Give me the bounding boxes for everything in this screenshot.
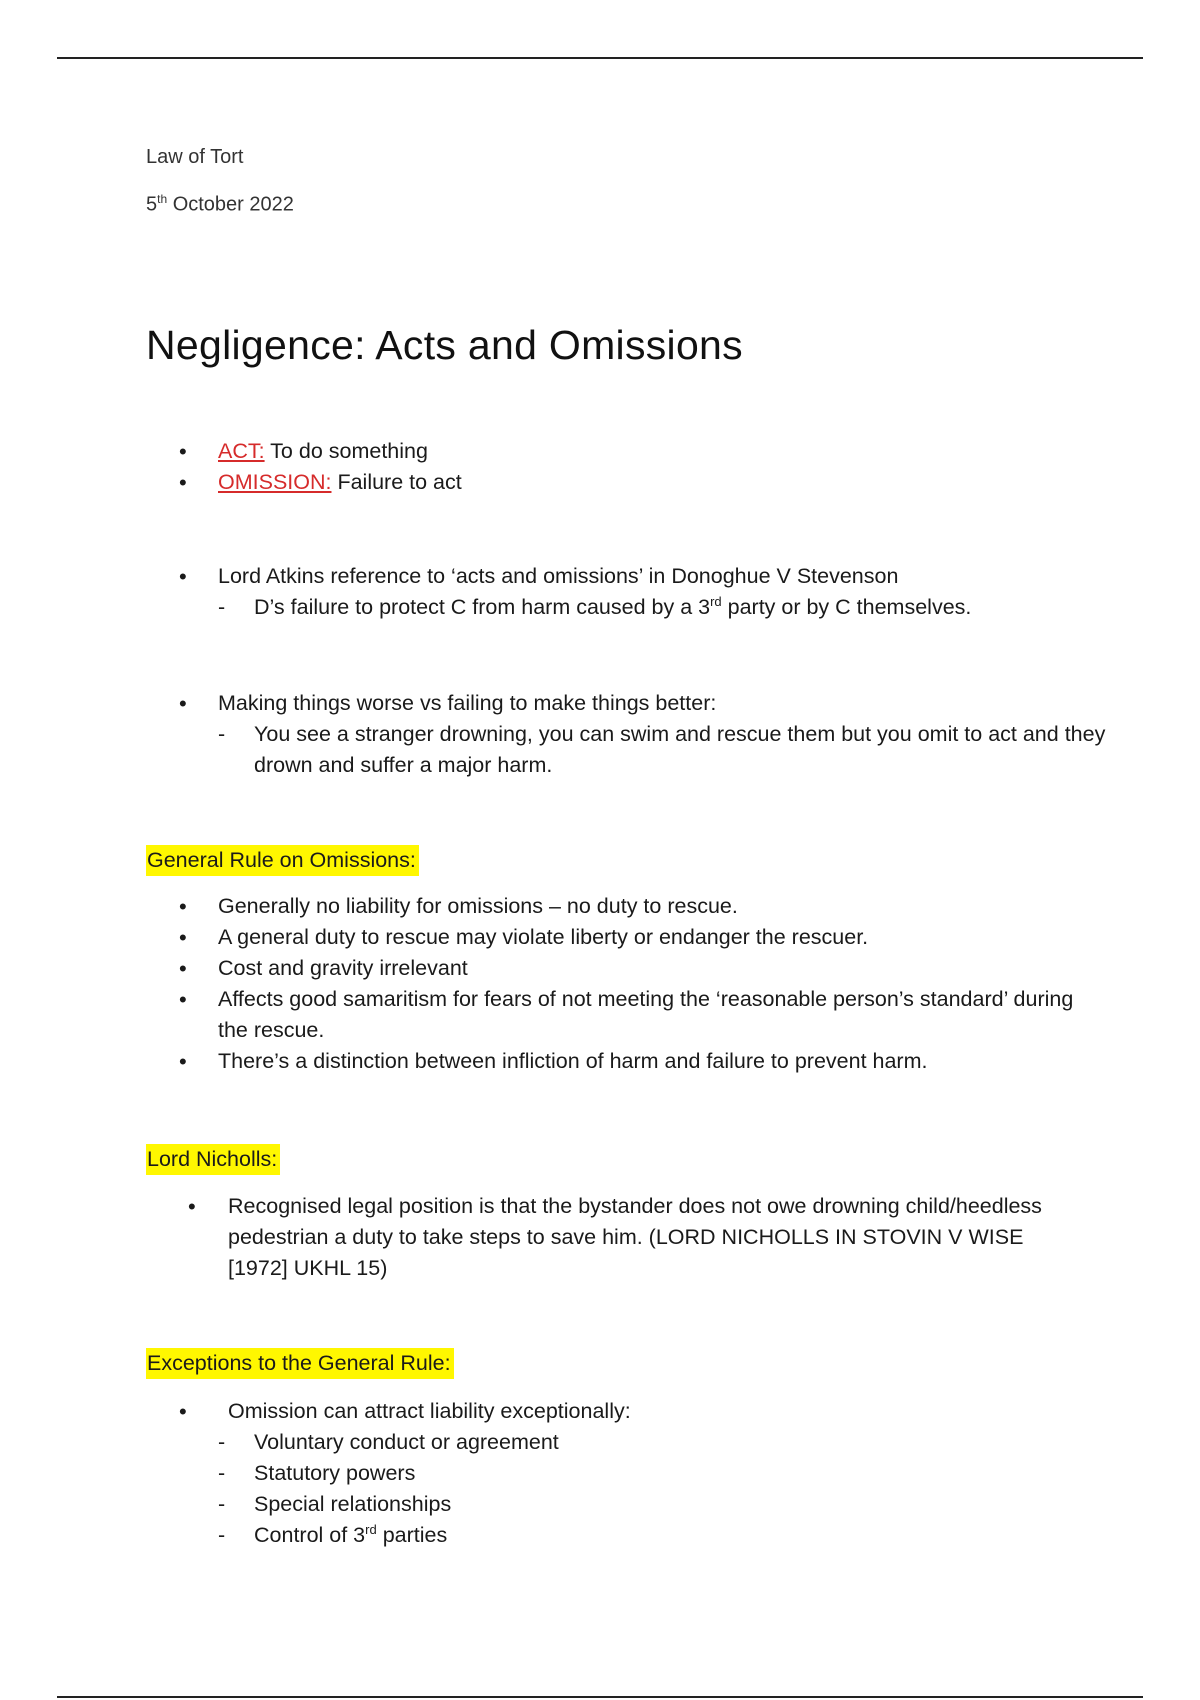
list-item: • Generally no liability for omissions – no duty to rescue. — [146, 891, 1076, 922]
nicholls-heading: Lord Nicholls: — [146, 1144, 280, 1175]
exceptions-heading: Exceptions to the General Rule: — [146, 1348, 454, 1379]
list-item: • ACT: To do something — [146, 436, 462, 467]
definitions-list — [146, 436, 462, 498]
list-item: • Affects good samaritism for fears of not meeting the ‘reasonable person’s standard’ during the rescue. — [146, 984, 1076, 1046]
list-item: • A general duty to rescue may violate liberty or endanger the rescuer. — [146, 922, 1076, 953]
sub-item: - Statutory powers — [146, 1458, 631, 1489]
sub-item: - Voluntary conduct or agreement — [146, 1427, 631, 1458]
date-label: 5th October 2022 — [146, 192, 294, 216]
sub-item: - D’s failure to protect C from harm caused by a 3rd party or by C themselves. — [146, 592, 971, 623]
list-item: • Making things worse vs failing to make things better: — [146, 688, 1146, 719]
sub-item: - You see a stranger drowning, you can swim and rescue them but you omit to act and they drown and suffer a major harm. — [146, 719, 1146, 781]
top-rule — [57, 57, 1143, 59]
list-item: • Omission can attract liability exceptionally: — [146, 1396, 631, 1427]
worse-section — [146, 688, 1146, 781]
list-item: • OMISSION: Failure to act — [146, 467, 462, 498]
course-label: Law of Tort — [146, 146, 244, 168]
list-item: • Cost and gravity irrelevant — [146, 953, 1076, 984]
bottom-rule — [57, 1696, 1143, 1698]
sub-item: - Control of 3rd parties — [146, 1520, 631, 1551]
atkins-section — [146, 561, 971, 623]
nicholls-list — [146, 1191, 1046, 1284]
page-title: Negligence: Acts and Omissions — [146, 322, 743, 368]
sub-item: - Special relationships — [146, 1489, 631, 1520]
general-rule-heading: General Rule on Omissions: — [146, 845, 419, 876]
list-item: • Lord Atkins reference to ‘acts and omissions’ in Donoghue V Stevenson — [146, 561, 971, 592]
list-item: • There’s a distinction between infliction of harm and failure to prevent harm. — [146, 1046, 1076, 1077]
list-item: • Recognised legal position is that the bystander does not owe drowning child/heedless pedestrian a duty to take steps to save him. (LORD NICHOLLS IN STOVIN V WISE [1972] UKHL 15) — [146, 1191, 1046, 1284]
general-rule-list — [146, 891, 1076, 1077]
exceptions-list — [146, 1396, 631, 1551]
